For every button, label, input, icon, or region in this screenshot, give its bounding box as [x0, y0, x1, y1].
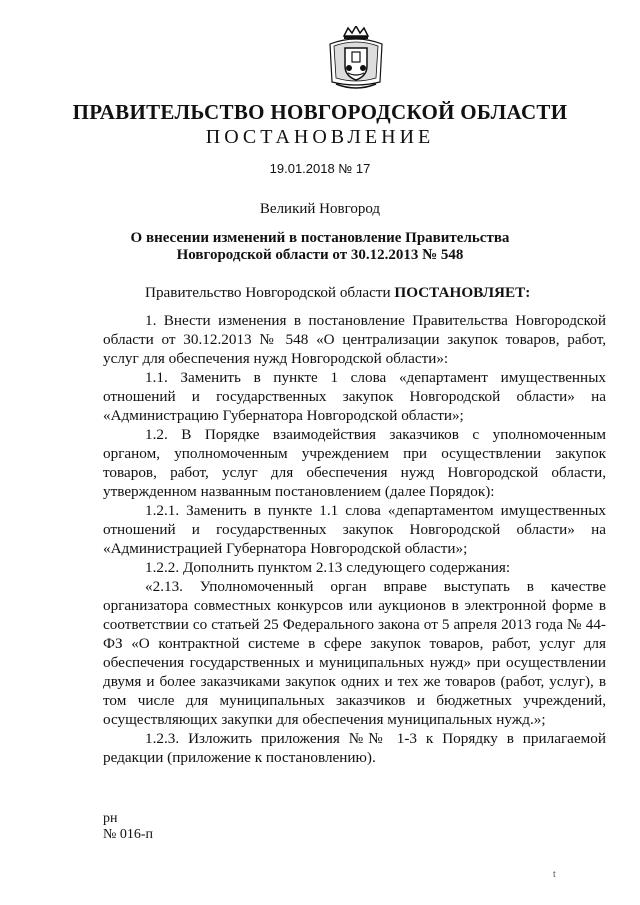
document-type: ПОСТАНОВЛЕНИЕ: [205, 126, 435, 148]
paragraph-1-2-1: 1.2.1. Заменить в пункте 1.1 слова «департаментом имущественных отношений и государственных закупок Новгородской области» на «Администрацией Губернатора Новгородской области»;: [103, 502, 606, 557]
paragraph-1-2: 1.2. В Порядке взаимодействия заказчиков с уполномоченным органом, уполномоченным учреждением при осуществлении закупок товаров, работ, услуг для обеспечения нужд Новгородской области, утвержденном названным постановлением (далее Порядок):: [103, 426, 606, 500]
document-date-number: 19.01.2018 № 17: [269, 161, 371, 176]
document-footer: [103, 811, 153, 843]
footer-code: № 016-п: [103, 827, 154, 842]
intro-paragraph: [103, 283, 606, 302]
page-mark: t: [553, 869, 556, 880]
footer-initials: рн: [103, 811, 118, 826]
coat-of-arms-icon: [326, 26, 386, 92]
paragraph-2-13: «2.13. Уполномоченный орган вправе выступать в качестве организатора совместных конкурсов или аукционов в электронной форме в соответствии со статьей 25 Федерального закона от 5 апреля 2013 года № 44-ФЗ «О контрактной системе в сфере закупок товаров, работ, услуг для обеспечения государственных и муниципальных нужд» при осуществлении двумя и более заказчиками закупок одних и тех же товаров (работ, услуг), в том числе для муниципальных заказчиков и бюджетных учреждений, осуществляющих закупки для обеспечения муниципальных нужд.»;: [103, 578, 606, 728]
intro-text: Правительство Новгородской области: [145, 284, 395, 301]
paragraph-1-2-3: 1.2.3. Изложить приложения №№ 1-3 к Порядку в прилагаемой редакции (приложение к постановлению).: [103, 730, 606, 766]
city-name: Великий Новгород: [259, 201, 381, 217]
intro-resolves: ПОСТАНОВЛЯЕТ:: [394, 284, 531, 301]
paragraph-1: 1. Внести изменения в постановление Правительства Новгородской области от 30.12.2013 № 548 «О централизации закупок товаров, работ, услуг для обеспечения нужд Новгородской области»:: [103, 312, 606, 367]
subject-line-1: О внесении изменений в постановление Правительства: [130, 230, 510, 246]
document-subject: [0, 230, 640, 264]
government-title: ПРАВИТЕЛЬСТВО НОВГОРОДСКОЙ ОБЛАСТИ: [72, 100, 568, 124]
paragraph-1-1: 1.1. Заменить в пункте 1 слова «департамент имущественных отношений и государственных закупок Новгородской области» на «Администрацию Губернатора Новгородской области»;: [103, 369, 606, 424]
document-body: [103, 283, 606, 767]
paragraph-1-2-2: 1.2.2. Дополнить пунктом 2.13 следующего содержания:: [145, 559, 511, 576]
subject-line-2: Новгородской области от 30.12.2013 № 548: [176, 247, 464, 263]
